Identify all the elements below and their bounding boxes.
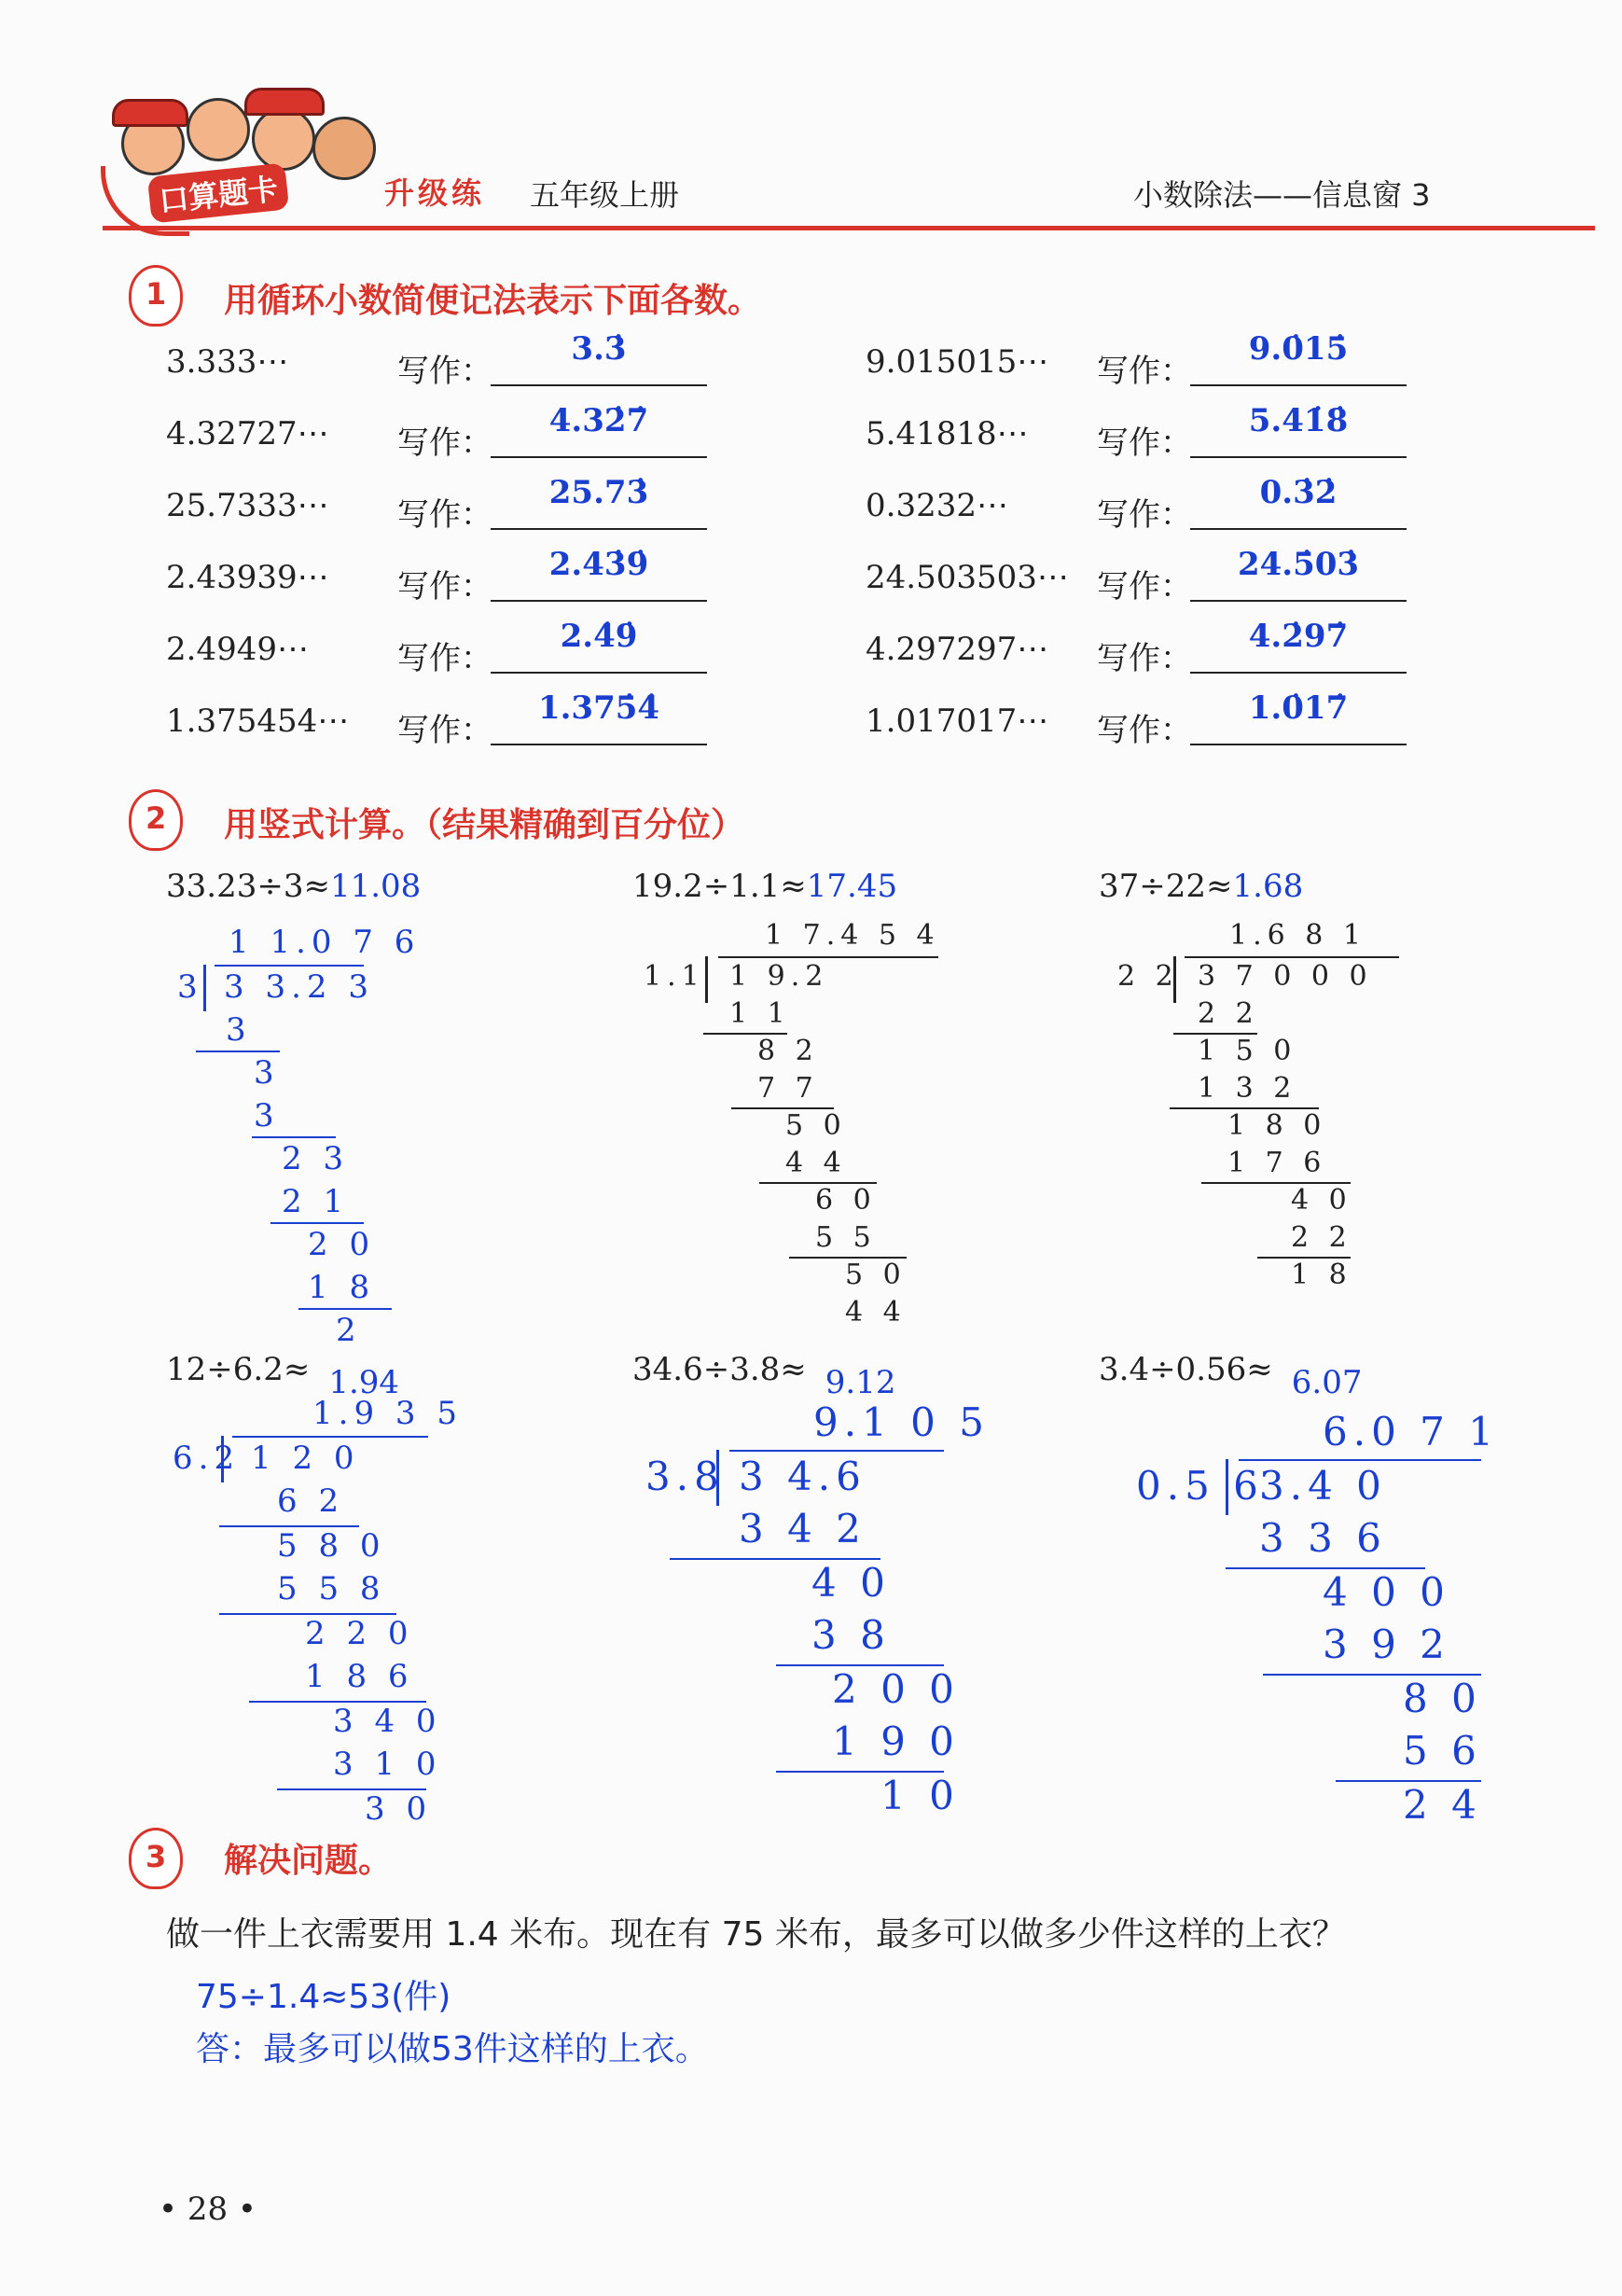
recurring-decimal-answer: 2.4̇9̇ (560, 618, 638, 655)
decimal-question: 9.015015⋯ (866, 343, 1049, 381)
logo-text: 口算题卡 (147, 162, 289, 223)
write-label: 写作： (1097, 568, 1192, 605)
word-problem: 做一件上衣需要用 1.4 米布。现在有 75 米布，最多可以做多少件这样的上衣？ (166, 1915, 1346, 1954)
answer-line (1190, 672, 1407, 674)
answer-line (1190, 744, 1407, 745)
problem-2: 19.2÷1.1≈17.45 (632, 868, 898, 905)
section-2-badge: 2 (129, 786, 187, 851)
recurring-decimal-answer: 5.41̇8̇ (1248, 402, 1349, 439)
answer-line (491, 528, 707, 530)
recurring-decimal-answer: 1.0̇17̇ (1248, 689, 1349, 727)
section-2-title: 用竖式计算。（结果精确到百分位） (224, 806, 745, 844)
answer-line (491, 600, 707, 602)
decimal-question: 24.503503⋯ (866, 559, 1069, 596)
solution-answer: 答：最多可以做53件这样的上衣。 (196, 2030, 709, 2068)
problem-3: 37÷22≈1.68 (1099, 868, 1304, 905)
topic-label: 小数除法——信息窗 3 (1133, 177, 1431, 213)
decimal-question: 4.32727⋯ (166, 415, 329, 452)
decimal-question: 0.3232⋯ (866, 487, 1008, 524)
section-1-title: 用循环小数简便记法表示下面各数。 (224, 282, 762, 320)
grade-label: 五年级上册 (530, 177, 680, 213)
write-label: 写作： (397, 640, 492, 677)
section-3-title: 解决问题。 (224, 1842, 393, 1880)
answer-line (1190, 600, 1407, 602)
hat-icon (244, 88, 325, 116)
problem-5: 34.6÷3.8≈ 9.12 (632, 1351, 896, 1401)
recurring-decimal-answer: 0.3̇2̇ (1259, 474, 1338, 511)
decimal-question: 2.4949⋯ (166, 631, 309, 668)
recurring-decimal-answer: 24.5̇03̇ (1237, 546, 1360, 583)
decimal-question: 1.375454⋯ (166, 703, 350, 740)
worksheet-page: 口算题卡 升级练 五年级上册 小数除法——信息窗 3 1 用循环小数简便记法表示下面各数。 3.333⋯ 写作： 3.3̇ 9.015015⋯ 写作： 9.0̇15̇ 4.32727⋯ 写作： 4.32̇7̇ 5.41818⋯ 写作： 5.41̇8̇ 25.7333⋯ 写作： 25.73̇ 0.3232⋯ 写作： 0.3̇2̇ 2.43939⋯ 写作： 2.43̇9̇ 24.503503⋯ 写作： 24.5̇03̇ 2.4949⋯ 写作： 2.4̇9̇ 4.297297⋯ 写作： 4.2̇97̇ 1.375454⋯ 写作： 1.375̇4̇ 1.017017⋯ 写作： 1.0̇17̇ 2 用竖式计算。（结果精确到百分位） 33.23÷3≈11.08 19.2÷1.1≈17.45 37÷22≈1.68 12÷6.2≈ 1.94 34.6÷3.8≈ 9.12 3.4÷0.56≈ 6.07 1 1.0 7 6 3 3 3.2 3 3 3 3 2 3 2 1 2 0 1 8 2 1 7.4 5 4 1.1 1 9.2 1 1 8 2 7 7 5 0 4 4 6 0 5 5 5 0 4 4 1.6 8 1 2 2 3 7 0 0 0 2 2 1 5 0 1 3 2 1 8 0 1 7 6 4 0 2 2 1 8 1.9 3 5 6.2 1 2 0 6 2 5 8 0 5 5 8 2 2 0 1 8 6 3 4 0 3 1 0 3 0 9.1 0 5 3.8 3 4.6 3 4 2 4 0 3 8 2 0 0 1 9 0 1 0 6.0 7 1 0.5 6 3.4 0 3 3 6 4 0 0 3 9 2 8 0 5 6 2 4 3 解决问题。 做一件上衣需要用 1.4 米布。现在有 75 米布，最多可以做多少件这样的上衣？ 75÷1.4≈53(件) 答：最多可以做53件这样的上衣。 • 28 • (0, 0, 1622, 2296)
write-label: 写作： (397, 496, 492, 534)
page-number: • 28 • (159, 2191, 256, 2228)
answer-line (491, 456, 707, 458)
problem-1: 33.23÷3≈11.08 (166, 868, 422, 905)
decimal-question: 25.7333⋯ (166, 487, 329, 524)
decimal-question: 3.333⋯ (166, 343, 289, 381)
recurring-decimal-answer: 9.0̇15̇ (1248, 330, 1349, 368)
decimal-question: 4.297297⋯ (866, 631, 1049, 668)
child-face-icon (312, 117, 376, 180)
write-label: 写作： (397, 568, 492, 605)
child-face-icon (252, 107, 315, 171)
write-label: 写作： (1097, 424, 1192, 462)
decimal-question: 2.43939⋯ (166, 559, 329, 596)
answer-line (491, 672, 707, 674)
decimal-question: 1.017017⋯ (866, 703, 1049, 740)
solution-expression: 75÷1.4≈53(件) (196, 1978, 451, 2016)
answer-line (1190, 384, 1407, 386)
answer-line (491, 744, 707, 745)
answer-line (1190, 528, 1407, 530)
write-label: 写作： (397, 424, 492, 462)
problem-6: 3.4÷0.56≈ 6.07 (1099, 1351, 1363, 1401)
answer-line (1190, 456, 1407, 458)
section-3-badge: 3 (129, 1824, 187, 1889)
series-label: 升级练 (384, 175, 486, 211)
child-face-icon (187, 98, 250, 161)
section-1-badge: 1 (129, 261, 187, 327)
recurring-decimal-answer: 4.32̇7̇ (548, 402, 649, 439)
header-rule (103, 226, 1595, 230)
hat-icon (112, 99, 188, 127)
decimal-question: 5.41818⋯ (866, 415, 1029, 452)
recurring-decimal-answer: 3.3̇ (571, 330, 627, 368)
recurring-decimal-answer: 4.2̇97̇ (1248, 618, 1349, 655)
write-label: 写作： (1097, 496, 1192, 534)
write-label: 写作： (1097, 353, 1192, 390)
write-label: 写作： (397, 712, 492, 749)
recurring-decimal-answer: 25.73̇ (548, 474, 649, 511)
write-label: 写作： (1097, 640, 1192, 677)
answer-line (491, 384, 707, 386)
recurring-decimal-answer: 2.43̇9̇ (548, 546, 649, 583)
problem-4: 12÷6.2≈ 1.94 (166, 1351, 400, 1401)
write-label: 写作： (397, 353, 492, 390)
recurring-decimal-answer: 1.375̇4̇ (537, 689, 660, 727)
write-label: 写作： (1097, 712, 1192, 749)
